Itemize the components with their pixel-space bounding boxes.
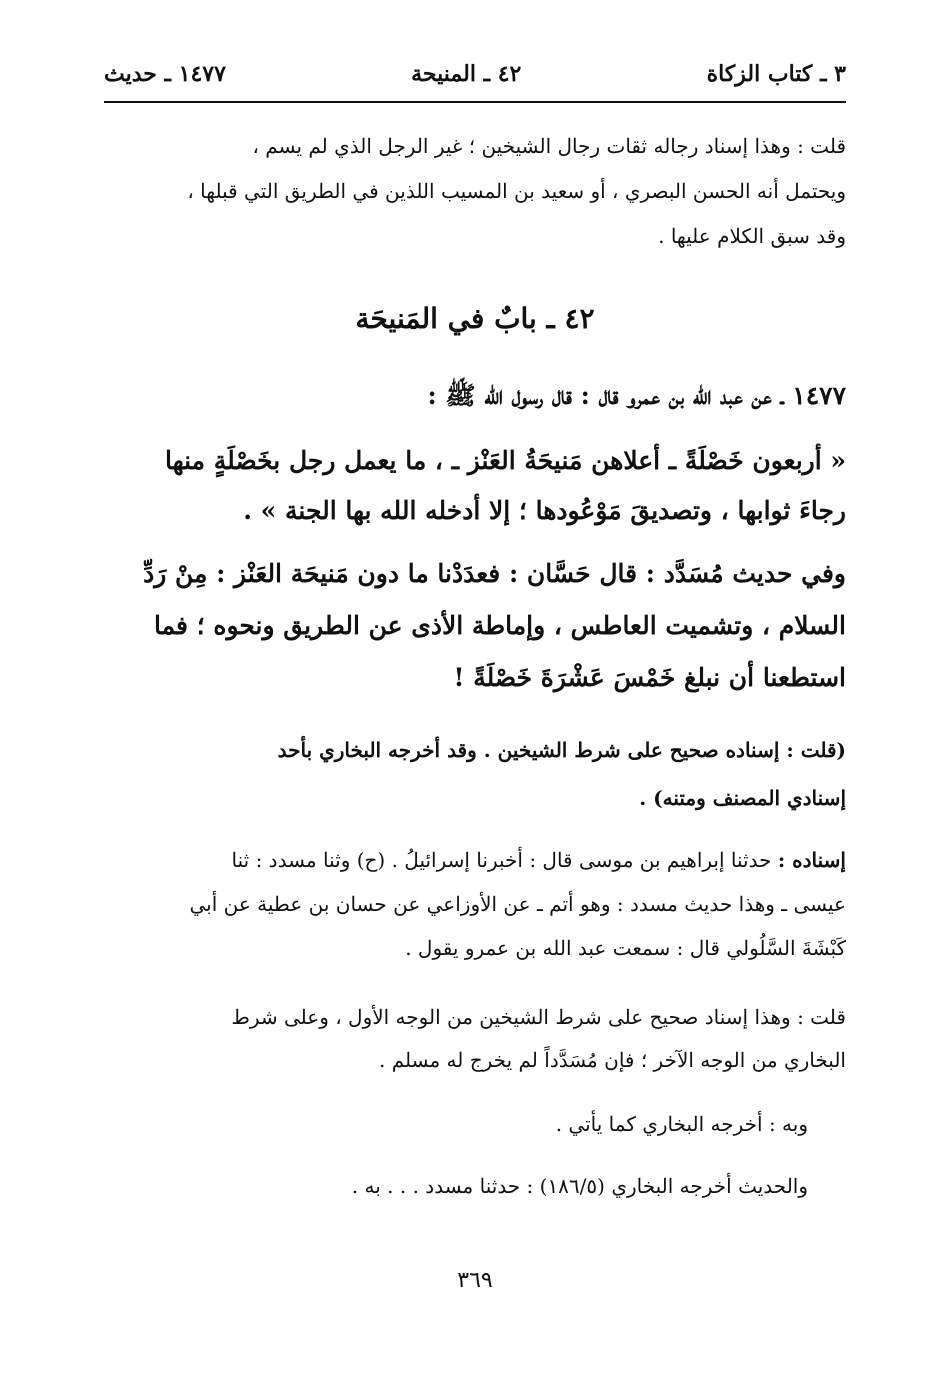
- musaddad-line: استطعنا أن نبلغ خَمْسَ عَشْرَةَ خَصْلَةً !: [453, 663, 846, 692]
- hadith-opening: [104, 372, 846, 420]
- chapter-title: ٤٢ ـ بابٌ في المَنيحَة: [355, 302, 595, 335]
- reference-note: [104, 1166, 846, 1206]
- header-book-title: ٣ ـ كتاب الزكاة: [706, 61, 846, 87]
- header-hadith-number: ١٤٧٧ ـ حديث: [104, 61, 226, 87]
- comment-line: قلت : وهذا إسناد صحيح على شرط الشيخين من الوجه الأول ، وعلى شرط: [231, 1005, 846, 1029]
- grading-line: (قلت : إسناده صحيح على شرط الشيخين . وقد أخرجه البخاري بأحد: [277, 738, 846, 762]
- hadith-opening-line: ١٤٧٧ ـ عن عبد الله بن عمرو قال : قال رسول الله ﷺ :: [427, 381, 846, 410]
- comment-line: البخاري من الوجه الآخر ؛ فإن مُسَدَّداً لم يخرج له مسلم .: [378, 1048, 846, 1072]
- isnad-text: حدثنا إبراهيم بن موسى قال : أخبرنا إسرائيلُ . (ح) وثنا مسدد : ثنا: [231, 848, 778, 872]
- page-number: ٣٦٩: [457, 1268, 493, 1293]
- isnad-label: إسناده :: [777, 848, 846, 872]
- grading-line: إسنادي المصنف ومتنه) .: [639, 786, 846, 810]
- hadith-text-line: « أربعون خَصْلَةً ـ أعلاهن مَنيحَةُ العَنْز ـ ، ما يعمل رجل بخَصْلَةٍ منها: [165, 446, 846, 475]
- reference-line: والحديث أخرجه البخاري (١٨٦/٥) : حدثنا مسدد . . . به .: [351, 1174, 808, 1198]
- intro-note-line: ويحتمل أنه الحسن البصري ، أو سعيد بن المسيب اللذين في الطريق التي قبلها ،: [187, 179, 846, 203]
- header-divider: [104, 101, 846, 103]
- isnad-line: كَبْشَةَ السَّلُولي قال : سمعت عبد الله بن عمرو يقول .: [405, 936, 846, 960]
- running-header: [104, 56, 846, 92]
- isnad-line: عيسى ـ وهذا حديث مسدد : وهو أتم ـ عن الأوزاعي عن حسان بن عطية عن أبي: [189, 892, 846, 916]
- hadith-text-line: رجاءَ ثوابها ، وتصديقَ مَوْعُودها ؛ إلا أدخله الله بها الجنة » .: [243, 496, 846, 525]
- isnad-line: [104, 838, 846, 882]
- bihi-line: وبه : أخرجه البخاري كما يأتي .: [555, 1112, 808, 1136]
- musaddad-narration: [104, 548, 846, 704]
- intro-note-line: وقد سبق الكلام عليها .: [658, 224, 846, 248]
- intro-note: [104, 124, 846, 259]
- musaddad-line: وفي حديث مُسَدَّد : قال حَسَّان : فعدَدْنا ما دون مَنيحَة العَنْز : مِنْ رَدِّ: [143, 559, 846, 588]
- isnad-section: [104, 838, 846, 970]
- intro-note-line: قلت : وهذا إسناد رجاله ثقات رجال الشيخين ؛ غير الرجل الذي لم يسم ،: [252, 134, 846, 158]
- bihi-note: [104, 1104, 846, 1144]
- isnad-comment: [104, 996, 846, 1082]
- header-chapter-title: ٤٢ ـ المنيحة: [411, 61, 522, 87]
- hadith-text: [104, 436, 846, 536]
- musaddad-line: السلام ، وتشميت العاطس ، وإماطة الأذى عن الطريق ونحوه ؛ فما: [153, 611, 846, 640]
- grading-note: [104, 726, 846, 822]
